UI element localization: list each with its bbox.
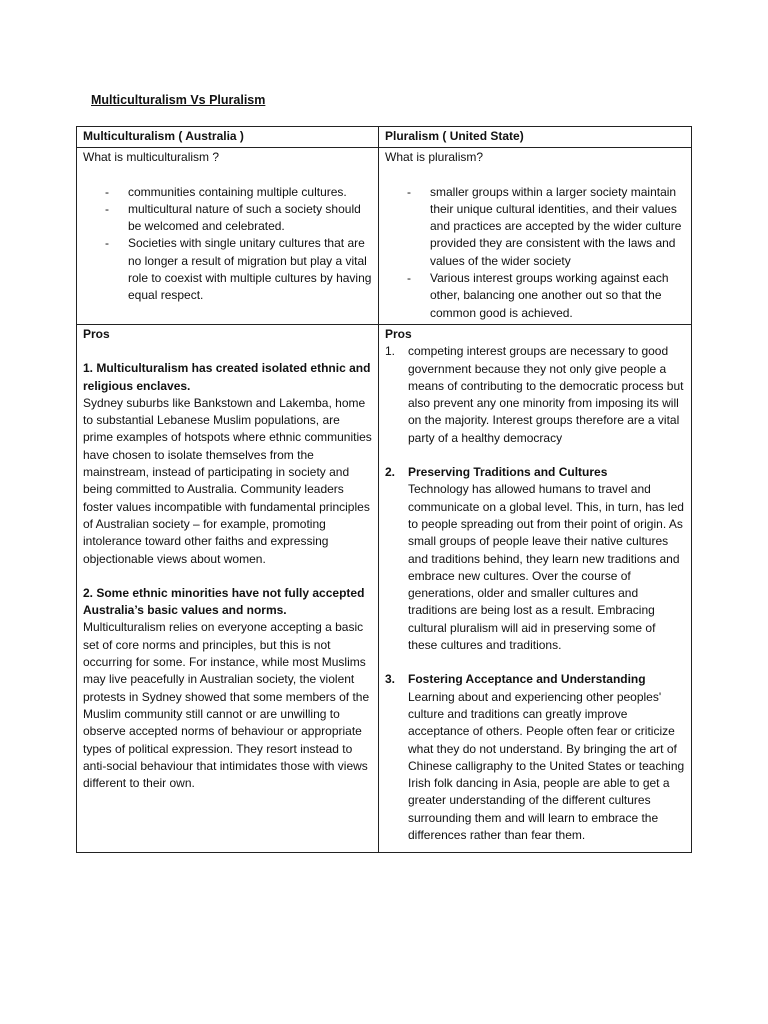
spacer <box>385 167 685 184</box>
pros-row <box>77 324 692 852</box>
item-number: 2. <box>385 465 396 480</box>
multiculturalism-definition-cell <box>77 148 379 325</box>
dash-bullet: - <box>105 201 109 216</box>
item-number: 3. <box>385 672 396 687</box>
pros-label: Pros <box>385 326 412 341</box>
item-body: Learning about and experiencing other peoples' culture and traditions can greatly improve acceptance of others. People often fear or criticize what they do not understand. By bringing the art of Chinese calligraphy to the United States or teaching Irish folk dancing in Asia, people are able to get a greater understanding of the different cultures surrounding them and will learn to embrace the differences rather than fear them. <box>408 689 685 842</box>
comparison-table <box>76 126 692 853</box>
pluralism-points-list <box>385 184 685 322</box>
list-item-text: Various interest groups working against each other, balancing one another out so that the common good is achieved. <box>430 271 669 320</box>
spacer <box>83 167 372 184</box>
item-heading: Fostering Acceptance and Understanding <box>408 672 646 687</box>
list-item <box>385 464 685 654</box>
pluralism-definition-cell <box>379 148 692 325</box>
column-header-multiculturalism: Multiculturalism ( Australia ) <box>77 127 379 148</box>
column-header-pluralism: Pluralism ( United State) <box>379 127 692 148</box>
pluralism-pros-list <box>385 343 685 844</box>
spacer <box>83 343 372 360</box>
list-item <box>385 671 685 844</box>
definition-row <box>77 148 692 325</box>
list-item-text: Societies with single unitary cultures that are no longer a result of migration but play a vital role to coexist with multiple cultures by having equal respect. <box>128 236 372 303</box>
list-item <box>83 184 372 201</box>
dash-bullet: - <box>105 236 109 251</box>
pros-label: Pros <box>83 326 110 341</box>
spacer <box>83 568 372 585</box>
argument-body: Sydney suburbs like Bankstown and Lakemba, home to substantial Lebanese Muslim populations, are prime examples of hotspots where ethnic communities have chosen to isolate themselves from the mainstream, instead of participating in society and being committed to Australia. Community leaders foster values incompatible with fundamental principles of Australian society – for example, promoting intolerance toward other faiths and expressing objectionable views about women. <box>83 395 372 566</box>
multiculturalism-pros-cell <box>77 324 379 852</box>
list-item <box>385 270 685 322</box>
list-item <box>83 201 372 236</box>
item-body: Technology has allowed humans to travel and communicate on a global level. This, in turn, has led to people spreading out from their point of origin. As small groups of people leave their native cultures and traditions behind, they learn new traditions and embrace new cultures. Over the course of generations, older and smaller cultures and traditions are being lost as a result. Embracing cultural pluralism will aid in preserving some of these cultures and traditions. <box>408 482 684 653</box>
item-body: competing interest groups are necessary to good government because they not only give people a means of contributing to the democratic process but also prevent any one minority from imposing its will on the majority. Interest groups therefore are a vital party of a healthy democracy <box>408 344 684 445</box>
list-item-text: multicultural nature of such a society should be welcomed and celebrated. <box>128 201 361 234</box>
dash-bullet: - <box>407 271 411 286</box>
multiculturalism-points-list <box>83 184 372 305</box>
list-item <box>83 235 372 304</box>
dash-bullet: - <box>105 184 109 199</box>
argument-heading: 1. Multiculturalism has created isolated ethnic and religious enclaves. <box>83 361 371 393</box>
list-item-text: smaller groups within a larger society maintain their unique cultural identities, and their values and practices are accepted by the wider culture provided they are consistent with the laws and values of the wider society <box>430 184 682 268</box>
pluralism-pros-cell <box>379 324 692 852</box>
multiculturalism-question: What is multiculturalism ? <box>83 150 220 165</box>
argument-body: Multiculturalism relies on everyone accepting a basic set of core norms and principles, but this is not occurring for some. For instance, while most Muslims may live peacefully in Australian society, the violent protests in Sydney showed that some members of the Muslim community still cannot or are unwilling to observe accepted norms of behaviour or appropriate types of political expression. They resort instead to anti-social behaviour that intimidates those with views different to their own. <box>83 620 370 791</box>
list-item-text: communities containing multiple cultures. <box>128 184 347 199</box>
dash-bullet: - <box>407 184 411 199</box>
pluralism-question: What is pluralism? <box>385 150 484 165</box>
list-item <box>385 343 685 447</box>
list-item <box>385 184 685 270</box>
item-heading: Preserving Traditions and Cultures <box>408 465 608 480</box>
page-title: Multiculturalism Vs Pluralism <box>91 93 266 107</box>
table-header-row <box>77 127 692 148</box>
argument-heading: 2. Some ethnic minorities have not fully accepted Australia’s basic values and norms. <box>83 585 365 618</box>
item-number: 1. <box>385 344 396 359</box>
